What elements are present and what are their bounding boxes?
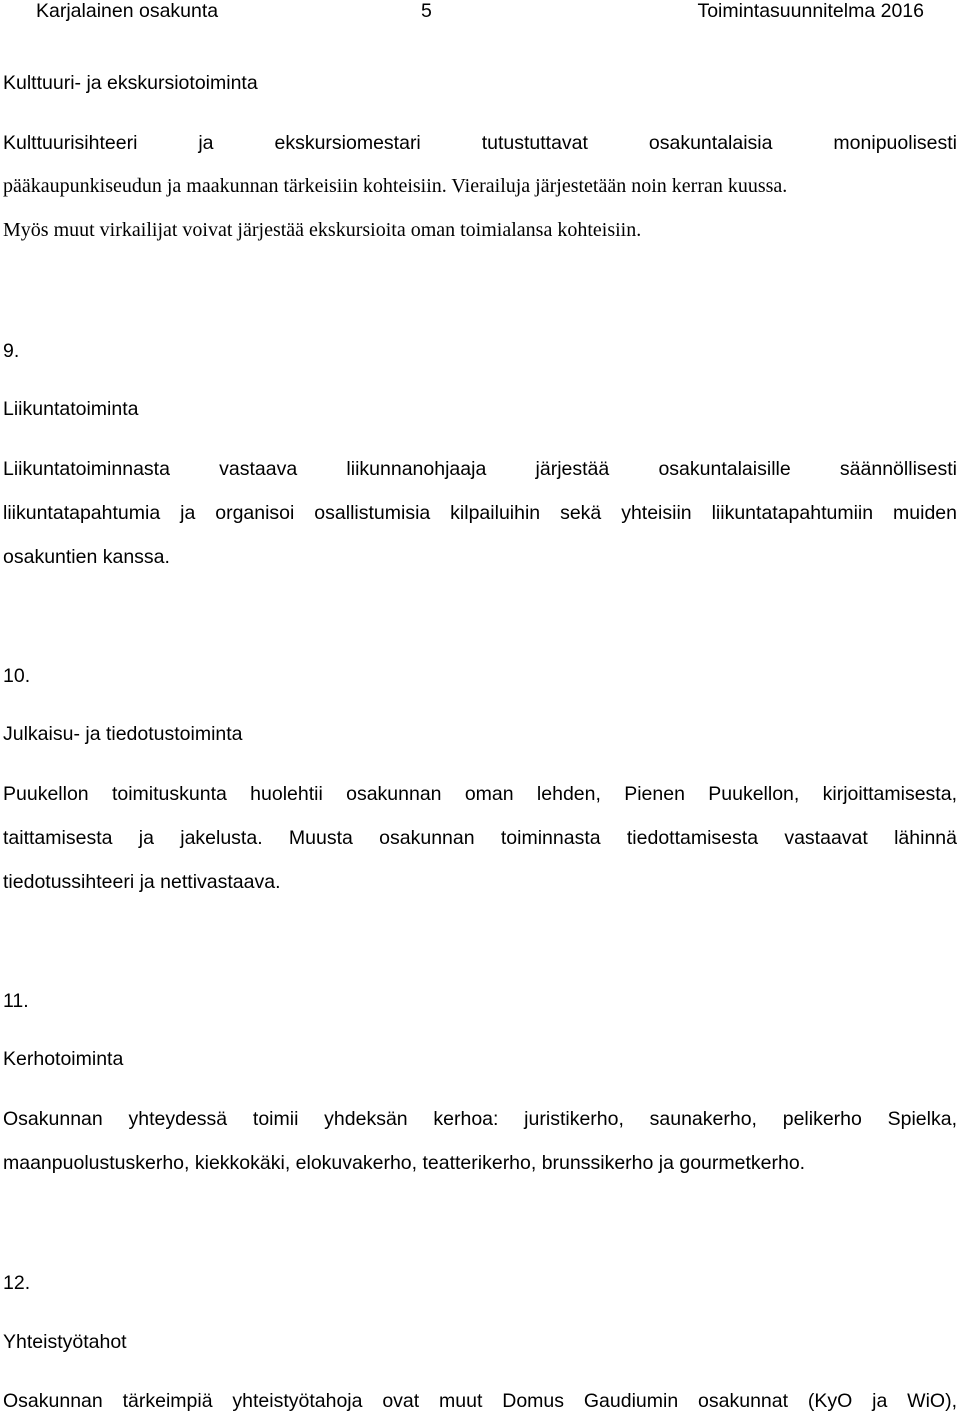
paragraph-line: Kulttuurisihteeri ja ekskursiomestari tutustuttavat osakuntalaisia monipuolisesti <box>3 132 957 154</box>
section-number: 12. <box>3 1272 31 1294</box>
paragraph-line: tiedotussihteeri ja nettivastaava. <box>3 871 281 893</box>
paragraph-line: osakuntien kanssa. <box>3 546 170 568</box>
section-heading-partners: Yhteistyötahot <box>3 1331 127 1353</box>
section-heading-sports: Liikuntatoiminta <box>3 398 139 420</box>
paragraph-line: liikuntatapahtumia ja organisoi osallistumisia kilpailuihin sekä yhteisiin liikuntatapahtumiin muiden <box>3 502 957 524</box>
paragraph-line: Osakunnan tärkeimpiä yhteistyötahoja ovat muut Domus Gaudiumin osakunnat (KyO ja WiO), <box>3 1390 957 1412</box>
paragraph-line: taittamisesta ja jakelusta. Muusta osakunnan toiminnasta tiedottamisesta vastaavat lähinnä <box>3 827 957 849</box>
paragraph-line: pääkaupunkiseudun ja maakunnan tärkeisiin kohteisiin. Vierailuja järjestetään noin kerran kuussa. <box>3 175 788 197</box>
paragraph-line: maanpuolustuskerho, kiekkokäki, elokuvakerho, teatterikerho, brunssikerho ja gourmetkerho. <box>3 1152 806 1174</box>
section-number: 10. <box>3 665 31 687</box>
page-number: 5 <box>421 0 432 22</box>
paragraph-line: Liikuntatoiminnasta vastaava liikunnanohjaaja järjestää osakuntalaisille säännöllisesti <box>3 458 957 480</box>
section-number: 11. <box>3 990 29 1012</box>
section-number: 9. <box>3 340 20 362</box>
page-header <box>0 0 960 26</box>
section-heading-culture: Kulttuuri- ja ekskursiotoiminta <box>3 72 258 94</box>
header-organization: Karjalainen osakunta <box>36 0 219 22</box>
paragraph-line: Osakunnan yhteydessä toimii yhdeksän kerhoa: juristikerho, saunakerho, pelikerho Spielka, <box>3 1108 957 1130</box>
section-heading-clubs: Kerhotoiminta <box>3 1048 124 1070</box>
paragraph-line: Myös muut virkailijat voivat järjestää ekskursioita oman toimialansa kohteisiin. <box>3 219 642 241</box>
section-heading-publishing: Julkaisu- ja tiedotustoiminta <box>3 723 243 745</box>
paragraph-line: Puukellon toimituskunta huolehtii osakunnan oman lehden, Pienen Puukellon, kirjoittamisesta, <box>3 783 957 805</box>
header-document-title: Toimintasuunnitelma 2016 <box>697 0 924 22</box>
